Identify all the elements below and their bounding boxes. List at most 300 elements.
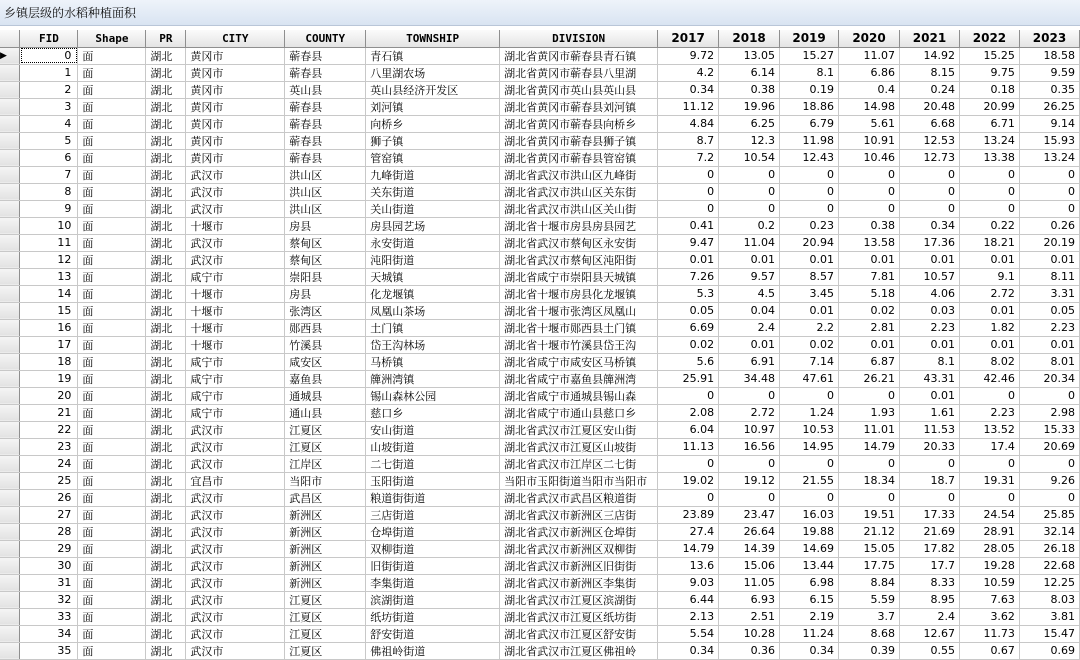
cell-2018[interactable]: 0: [719, 200, 780, 217]
cell-pr[interactable]: 湖北: [146, 149, 186, 166]
cell-pr[interactable]: 湖北: [146, 200, 186, 217]
cell-city[interactable]: 咸宁市: [186, 387, 285, 404]
cell-2021[interactable]: 0.01: [900, 387, 960, 404]
cell-2023[interactable]: 32.14: [1019, 523, 1079, 540]
cell-pr[interactable]: 湖北: [146, 438, 186, 455]
cell-pr[interactable]: 湖北: [146, 285, 186, 302]
cell-city[interactable]: 宜昌市: [186, 472, 285, 489]
cell-2022[interactable]: 2.23: [959, 404, 1019, 421]
cell-shape[interactable]: 面: [78, 625, 146, 642]
cell-2019[interactable]: 21.55: [780, 472, 839, 489]
cell-2019[interactable]: 0: [780, 455, 839, 472]
cell-2021[interactable]: 8.15: [900, 64, 960, 81]
cell-2022[interactable]: 8.02: [959, 353, 1019, 370]
cell-2020[interactable]: 5.18: [839, 285, 900, 302]
cell-2022[interactable]: 28.91: [959, 523, 1019, 540]
cell-2018[interactable]: 0: [719, 387, 780, 404]
cell-township[interactable]: 化龙堰镇: [366, 285, 500, 302]
cell-2022[interactable]: 0.67: [959, 642, 1019, 659]
cell-township[interactable]: 土门镇: [366, 319, 500, 336]
row-selector[interactable]: [0, 285, 20, 302]
cell-county[interactable]: 房县: [285, 217, 366, 234]
cell-2020[interactable]: 8.84: [839, 574, 900, 591]
cell-2020[interactable]: 13.58: [839, 234, 900, 251]
cell-township[interactable]: 李集街道: [366, 574, 500, 591]
cell-2023[interactable]: 26.25: [1019, 98, 1079, 115]
cell-2019[interactable]: 1.24: [780, 404, 839, 421]
cell-fid[interactable]: 19: [20, 370, 78, 387]
cell-pr[interactable]: 湖北: [146, 540, 186, 557]
attribute-table[interactable]: [0, 30, 1080, 658]
cell-2023[interactable]: 0: [1019, 166, 1079, 183]
cell-2020[interactable]: 0.4: [839, 81, 900, 98]
cell-fid[interactable]: 34: [20, 625, 78, 642]
cell-2017[interactable]: 5.3: [658, 285, 719, 302]
cell-2023[interactable]: 13.24: [1019, 149, 1079, 166]
table-row[interactable]: [0, 523, 1080, 540]
cell-division[interactable]: 湖北省武汉市江夏区佛祖岭: [500, 642, 658, 659]
cell-shape[interactable]: 面: [78, 489, 146, 506]
cell-pr[interactable]: 湖北: [146, 625, 186, 642]
cell-fid[interactable]: 0: [20, 47, 78, 64]
cell-2022[interactable]: 0.22: [959, 217, 1019, 234]
cell-2023[interactable]: 2.23: [1019, 319, 1079, 336]
cell-2021[interactable]: 2.23: [900, 319, 960, 336]
table-row[interactable]: [0, 353, 1080, 370]
cell-2021[interactable]: 4.06: [900, 285, 960, 302]
cell-2022[interactable]: 18.21: [959, 234, 1019, 251]
cell-2023[interactable]: 3.81: [1019, 608, 1079, 625]
cell-shape[interactable]: 面: [78, 574, 146, 591]
row-selector[interactable]: [0, 387, 20, 404]
table-row[interactable]: [0, 47, 1080, 64]
cell-pr[interactable]: 湖北: [146, 404, 186, 421]
cell-fid[interactable]: 21: [20, 404, 78, 421]
row-selector[interactable]: [0, 132, 20, 149]
cell-2020[interactable]: 11.01: [839, 421, 900, 438]
cell-city[interactable]: 黄冈市: [186, 81, 285, 98]
table-row[interactable]: [0, 200, 1080, 217]
cell-2022[interactable]: 2.72: [959, 285, 1019, 302]
cell-division[interactable]: 湖北省十堰市竹溪县岱王沟: [500, 336, 658, 353]
cell-pr[interactable]: 湖北: [146, 98, 186, 115]
cell-2022[interactable]: 9.75: [959, 64, 1019, 81]
column-header-2018[interactable]: 2018: [719, 30, 780, 47]
cell-2018[interactable]: 2.4: [719, 319, 780, 336]
cell-2019[interactable]: 0.02: [780, 336, 839, 353]
cell-2017[interactable]: 8.7: [658, 132, 719, 149]
cell-2021[interactable]: 43.31: [900, 370, 960, 387]
cell-2018[interactable]: 6.91: [719, 353, 780, 370]
cell-pr[interactable]: 湖北: [146, 319, 186, 336]
cell-shape[interactable]: 面: [78, 353, 146, 370]
cell-township[interactable]: 房县园艺场: [366, 217, 500, 234]
table-row[interactable]: [0, 421, 1080, 438]
cell-2022[interactable]: 0.01: [959, 302, 1019, 319]
cell-2022[interactable]: 0: [959, 455, 1019, 472]
cell-fid[interactable]: 4: [20, 115, 78, 132]
table-row[interactable]: [0, 625, 1080, 642]
table-row[interactable]: [0, 489, 1080, 506]
cell-2018[interactable]: 15.06: [719, 557, 780, 574]
row-selector[interactable]: [0, 489, 20, 506]
cell-pr[interactable]: 湖北: [146, 472, 186, 489]
cell-2020[interactable]: 0: [839, 183, 900, 200]
cell-shape[interactable]: 面: [78, 455, 146, 472]
cell-2018[interactable]: 0.38: [719, 81, 780, 98]
cell-2019[interactable]: 6.98: [780, 574, 839, 591]
cell-county[interactable]: 江夏区: [285, 421, 366, 438]
cell-county[interactable]: 通城县: [285, 387, 366, 404]
cell-2019[interactable]: 7.14: [780, 353, 839, 370]
cell-2023[interactable]: 8.01: [1019, 353, 1079, 370]
cell-2021[interactable]: 0.01: [900, 251, 960, 268]
cell-2021[interactable]: 0.55: [900, 642, 960, 659]
table-row[interactable]: [0, 472, 1080, 489]
row-selector[interactable]: [0, 557, 20, 574]
column-header-2017[interactable]: 2017: [658, 30, 719, 47]
cell-2021[interactable]: 18.7: [900, 472, 960, 489]
cell-2020[interactable]: 0: [839, 200, 900, 217]
cell-2018[interactable]: 0.01: [719, 336, 780, 353]
cell-2023[interactable]: 3.31: [1019, 285, 1079, 302]
table-row[interactable]: [0, 506, 1080, 523]
table-row[interactable]: [0, 319, 1080, 336]
cell-shape[interactable]: 面: [78, 472, 146, 489]
cell-2018[interactable]: 11.05: [719, 574, 780, 591]
cell-city[interactable]: 黄冈市: [186, 47, 285, 64]
cell-fid[interactable]: 29: [20, 540, 78, 557]
cell-township[interactable]: 狮子镇: [366, 132, 500, 149]
cell-pr[interactable]: 湖北: [146, 81, 186, 98]
cell-county[interactable]: 江岸区: [285, 455, 366, 472]
cell-2021[interactable]: 20.48: [900, 98, 960, 115]
cell-township[interactable]: 永安街道: [366, 234, 500, 251]
cell-division[interactable]: 湖北省武汉市江夏区山坡街: [500, 438, 658, 455]
cell-fid[interactable]: 5: [20, 132, 78, 149]
cell-2018[interactable]: 34.48: [719, 370, 780, 387]
cell-2021[interactable]: 8.95: [900, 591, 960, 608]
cell-2017[interactable]: 6.69: [658, 319, 719, 336]
cell-pr[interactable]: 湖北: [146, 268, 186, 285]
cell-shape[interactable]: 面: [78, 64, 146, 81]
cell-2019[interactable]: 0: [780, 200, 839, 217]
cell-shape[interactable]: 面: [78, 370, 146, 387]
cell-2018[interactable]: 19.12: [719, 472, 780, 489]
row-selector[interactable]: [0, 98, 20, 115]
cell-2021[interactable]: 17.7: [900, 557, 960, 574]
cell-pr[interactable]: 湖北: [146, 506, 186, 523]
cell-division[interactable]: 湖北省武汉市新洲区三店街: [500, 506, 658, 523]
cell-2023[interactable]: 2.98: [1019, 404, 1079, 421]
cell-pr[interactable]: 湖北: [146, 132, 186, 149]
cell-2022[interactable]: 11.73: [959, 625, 1019, 642]
cell-2017[interactable]: 2.08: [658, 404, 719, 421]
table-row[interactable]: [0, 285, 1080, 302]
cell-2017[interactable]: 5.54: [658, 625, 719, 642]
cell-2017[interactable]: 25.91: [658, 370, 719, 387]
table-row[interactable]: [0, 404, 1080, 421]
cell-township[interactable]: 青石镇: [366, 47, 500, 64]
cell-division[interactable]: 湖北省黄冈市英山县英山县: [500, 81, 658, 98]
cell-division[interactable]: 湖北省黄冈市蕲春县青石镇: [500, 47, 658, 64]
cell-shape[interactable]: 面: [78, 98, 146, 115]
cell-2018[interactable]: 6.14: [719, 64, 780, 81]
column-header-township[interactable]: TOWNSHIP: [366, 30, 500, 47]
cell-2020[interactable]: 6.86: [839, 64, 900, 81]
cell-shape[interactable]: 面: [78, 438, 146, 455]
cell-division[interactable]: 湖北省武汉市蔡甸区沌阳街: [500, 251, 658, 268]
cell-division[interactable]: 湖北省十堰市房县化龙堰镇: [500, 285, 658, 302]
cell-county[interactable]: 江夏区: [285, 591, 366, 608]
cell-2018[interactable]: 11.04: [719, 234, 780, 251]
row-selector[interactable]: [0, 455, 20, 472]
row-selector[interactable]: [0, 353, 20, 370]
cell-2019[interactable]: 12.43: [780, 149, 839, 166]
cell-2017[interactable]: 0.34: [658, 81, 719, 98]
cell-2017[interactable]: 6.44: [658, 591, 719, 608]
cell-2018[interactable]: 0: [719, 183, 780, 200]
cell-2019[interactable]: 8.57: [780, 268, 839, 285]
cell-city[interactable]: 黄冈市: [186, 115, 285, 132]
cell-pr[interactable]: 湖北: [146, 251, 186, 268]
cell-2018[interactable]: 13.05: [719, 47, 780, 64]
cell-2022[interactable]: 13.24: [959, 132, 1019, 149]
cell-2020[interactable]: 1.93: [839, 404, 900, 421]
cell-2023[interactable]: 0.26: [1019, 217, 1079, 234]
cell-2022[interactable]: 3.62: [959, 608, 1019, 625]
cell-2022[interactable]: 0: [959, 489, 1019, 506]
cell-fid[interactable]: 23: [20, 438, 78, 455]
row-selector[interactable]: [0, 404, 20, 421]
table-row[interactable]: [0, 438, 1080, 455]
cell-township[interactable]: 沌阳街道: [366, 251, 500, 268]
cell-2021[interactable]: 20.33: [900, 438, 960, 455]
cell-2019[interactable]: 10.53: [780, 421, 839, 438]
cell-2021[interactable]: 10.57: [900, 268, 960, 285]
cell-township[interactable]: 马桥镇: [366, 353, 500, 370]
cell-shape[interactable]: 面: [78, 132, 146, 149]
cell-2020[interactable]: 0.39: [839, 642, 900, 659]
cell-township[interactable]: 凤凰山茶场: [366, 302, 500, 319]
cell-city[interactable]: 咸宁市: [186, 404, 285, 421]
cell-county[interactable]: 江夏区: [285, 438, 366, 455]
cell-township[interactable]: 刘河镇: [366, 98, 500, 115]
cell-2020[interactable]: 14.98: [839, 98, 900, 115]
cell-2023[interactable]: 0: [1019, 387, 1079, 404]
table-row[interactable]: [0, 234, 1080, 251]
cell-division[interactable]: 湖北省黄冈市蕲春县八里湖: [500, 64, 658, 81]
table-row[interactable]: [0, 557, 1080, 574]
cell-2022[interactable]: 13.38: [959, 149, 1019, 166]
cell-2019[interactable]: 14.95: [780, 438, 839, 455]
cell-city[interactable]: 武汉市: [186, 574, 285, 591]
cell-2019[interactable]: 16.03: [780, 506, 839, 523]
cell-2021[interactable]: 12.53: [900, 132, 960, 149]
row-selector[interactable]: [0, 540, 20, 557]
cell-township[interactable]: 玉阳街道: [366, 472, 500, 489]
cell-2018[interactable]: 26.64: [719, 523, 780, 540]
cell-pr[interactable]: 湖北: [146, 47, 186, 64]
cell-division[interactable]: 湖北省咸宁市崇阳县天城镇: [500, 268, 658, 285]
cell-shape[interactable]: 面: [78, 149, 146, 166]
cell-2019[interactable]: 0: [780, 183, 839, 200]
cell-shape[interactable]: 面: [78, 285, 146, 302]
column-header-2020[interactable]: 2020: [839, 30, 900, 47]
cell-2018[interactable]: 0: [719, 489, 780, 506]
cell-2018[interactable]: 0: [719, 166, 780, 183]
cell-fid[interactable]: 31: [20, 574, 78, 591]
cell-2021[interactable]: 0: [900, 455, 960, 472]
cell-shape[interactable]: 面: [78, 234, 146, 251]
cell-division[interactable]: 湖北省黄冈市蕲春县刘河镇: [500, 98, 658, 115]
cell-division[interactable]: 湖北省咸宁市通山县慈口乡: [500, 404, 658, 421]
cell-division[interactable]: 湖北省黄冈市蕲春县狮子镇: [500, 132, 658, 149]
cell-county[interactable]: 蔡甸区: [285, 234, 366, 251]
cell-pr[interactable]: 湖北: [146, 523, 186, 540]
cell-pr[interactable]: 湖北: [146, 183, 186, 200]
cell-division[interactable]: 湖北省武汉市新洲区双柳街: [500, 540, 658, 557]
cell-fid[interactable]: 20: [20, 387, 78, 404]
cell-2020[interactable]: 10.46: [839, 149, 900, 166]
cell-2019[interactable]: 13.44: [780, 557, 839, 574]
cell-pr[interactable]: 湖北: [146, 574, 186, 591]
cell-2018[interactable]: 9.57: [719, 268, 780, 285]
cell-2017[interactable]: 9.47: [658, 234, 719, 251]
table-row[interactable]: [0, 387, 1080, 404]
cell-city[interactable]: 武汉市: [186, 183, 285, 200]
cell-2022[interactable]: 13.52: [959, 421, 1019, 438]
cell-division[interactable]: 湖北省武汉市蔡甸区永安街: [500, 234, 658, 251]
cell-2019[interactable]: 0.34: [780, 642, 839, 659]
cell-2022[interactable]: 0.18: [959, 81, 1019, 98]
cell-township[interactable]: 仓埠街道: [366, 523, 500, 540]
cell-pr[interactable]: 湖北: [146, 421, 186, 438]
cell-township[interactable]: 舒安街道: [366, 625, 500, 642]
cell-2022[interactable]: 42.46: [959, 370, 1019, 387]
cell-city[interactable]: 黄冈市: [186, 64, 285, 81]
cell-2017[interactable]: 9.03: [658, 574, 719, 591]
cell-division[interactable]: 湖北省咸宁市嘉鱼县簰洲湾: [500, 370, 658, 387]
cell-2020[interactable]: 8.68: [839, 625, 900, 642]
cell-2021[interactable]: 0: [900, 166, 960, 183]
cell-2019[interactable]: 15.27: [780, 47, 839, 64]
cell-2017[interactable]: 0: [658, 166, 719, 183]
cell-2021[interactable]: 8.33: [900, 574, 960, 591]
table-row[interactable]: [0, 166, 1080, 183]
cell-2020[interactable]: 0: [839, 455, 900, 472]
cell-2022[interactable]: 24.54: [959, 506, 1019, 523]
cell-city[interactable]: 咸宁市: [186, 353, 285, 370]
cell-township[interactable]: 九峰街道: [366, 166, 500, 183]
cell-2023[interactable]: 25.85: [1019, 506, 1079, 523]
cell-city[interactable]: 武汉市: [186, 506, 285, 523]
cell-county[interactable]: 蕲春县: [285, 149, 366, 166]
cell-2019[interactable]: 2.2: [780, 319, 839, 336]
cell-fid[interactable]: 13: [20, 268, 78, 285]
cell-township[interactable]: 向桥乡: [366, 115, 500, 132]
cell-division[interactable]: 湖北省咸宁市通城县锡山森: [500, 387, 658, 404]
cell-township[interactable]: 双柳街道: [366, 540, 500, 557]
cell-2019[interactable]: 6.79: [780, 115, 839, 132]
cell-shape[interactable]: 面: [78, 523, 146, 540]
cell-2022[interactable]: 6.71: [959, 115, 1019, 132]
cell-county[interactable]: 蕲春县: [285, 132, 366, 149]
cell-2023[interactable]: 12.25: [1019, 574, 1079, 591]
cell-2023[interactable]: 0.01: [1019, 251, 1079, 268]
row-selector[interactable]: [0, 200, 20, 217]
row-selector[interactable]: [0, 268, 20, 285]
cell-2017[interactable]: 0.01: [658, 251, 719, 268]
cell-pr[interactable]: 湖北: [146, 387, 186, 404]
cell-2019[interactable]: 0.23: [780, 217, 839, 234]
cell-shape[interactable]: 面: [78, 642, 146, 659]
cell-county[interactable]: 通山县: [285, 404, 366, 421]
cell-fid[interactable]: 14: [20, 285, 78, 302]
cell-fid[interactable]: 30: [20, 557, 78, 574]
select-all-header[interactable]: [0, 30, 20, 47]
table-row[interactable]: [0, 642, 1080, 659]
row-selector[interactable]: [0, 47, 20, 64]
cell-division[interactable]: 湖北省武汉市洪山区关东街: [500, 183, 658, 200]
cell-2020[interactable]: 11.07: [839, 47, 900, 64]
cell-shape[interactable]: 面: [78, 217, 146, 234]
cell-2019[interactable]: 0: [780, 387, 839, 404]
cell-2022[interactable]: 10.59: [959, 574, 1019, 591]
cell-2018[interactable]: 0.2: [719, 217, 780, 234]
table-row[interactable]: [0, 217, 1080, 234]
cell-2017[interactable]: 7.2: [658, 149, 719, 166]
row-selector[interactable]: [0, 234, 20, 251]
cell-fid[interactable]: 1: [20, 64, 78, 81]
column-header-division[interactable]: DIVISION: [500, 30, 658, 47]
row-selector[interactable]: [0, 149, 20, 166]
cell-2018[interactable]: 0.36: [719, 642, 780, 659]
cell-township[interactable]: 佛祖岭街道: [366, 642, 500, 659]
cell-division[interactable]: 湖北省武汉市江夏区舒安街: [500, 625, 658, 642]
cell-2017[interactable]: 0: [658, 200, 719, 217]
cell-2019[interactable]: 0: [780, 489, 839, 506]
cell-pr[interactable]: 湖北: [146, 336, 186, 353]
cell-division[interactable]: 湖北省黄冈市蕲春县管窑镇: [500, 149, 658, 166]
cell-county[interactable]: 嘉鱼县: [285, 370, 366, 387]
cell-2019[interactable]: 6.15: [780, 591, 839, 608]
cell-2020[interactable]: 0: [839, 489, 900, 506]
cell-county[interactable]: 新洲区: [285, 506, 366, 523]
row-selector[interactable]: [0, 302, 20, 319]
cell-pr[interactable]: 湖北: [146, 217, 186, 234]
cell-2021[interactable]: 0: [900, 200, 960, 217]
cell-city[interactable]: 武汉市: [186, 438, 285, 455]
cell-2021[interactable]: 0.24: [900, 81, 960, 98]
cell-fid[interactable]: 11: [20, 234, 78, 251]
cell-2018[interactable]: 19.96: [719, 98, 780, 115]
table-row[interactable]: [0, 336, 1080, 353]
cell-pr[interactable]: 湖北: [146, 591, 186, 608]
cell-fid[interactable]: 27: [20, 506, 78, 523]
column-header-2021[interactable]: 2021: [900, 30, 960, 47]
row-selector[interactable]: [0, 251, 20, 268]
cell-township[interactable]: 关东街道: [366, 183, 500, 200]
cell-division[interactable]: 湖北省武汉市新洲区李集街: [500, 574, 658, 591]
cell-county[interactable]: 武昌区: [285, 489, 366, 506]
table-row[interactable]: [0, 302, 1080, 319]
column-header-city[interactable]: CITY: [186, 30, 285, 47]
cell-shape[interactable]: 面: [78, 404, 146, 421]
cell-county[interactable]: 新洲区: [285, 540, 366, 557]
cell-county[interactable]: 新洲区: [285, 523, 366, 540]
table-row[interactable]: [0, 132, 1080, 149]
